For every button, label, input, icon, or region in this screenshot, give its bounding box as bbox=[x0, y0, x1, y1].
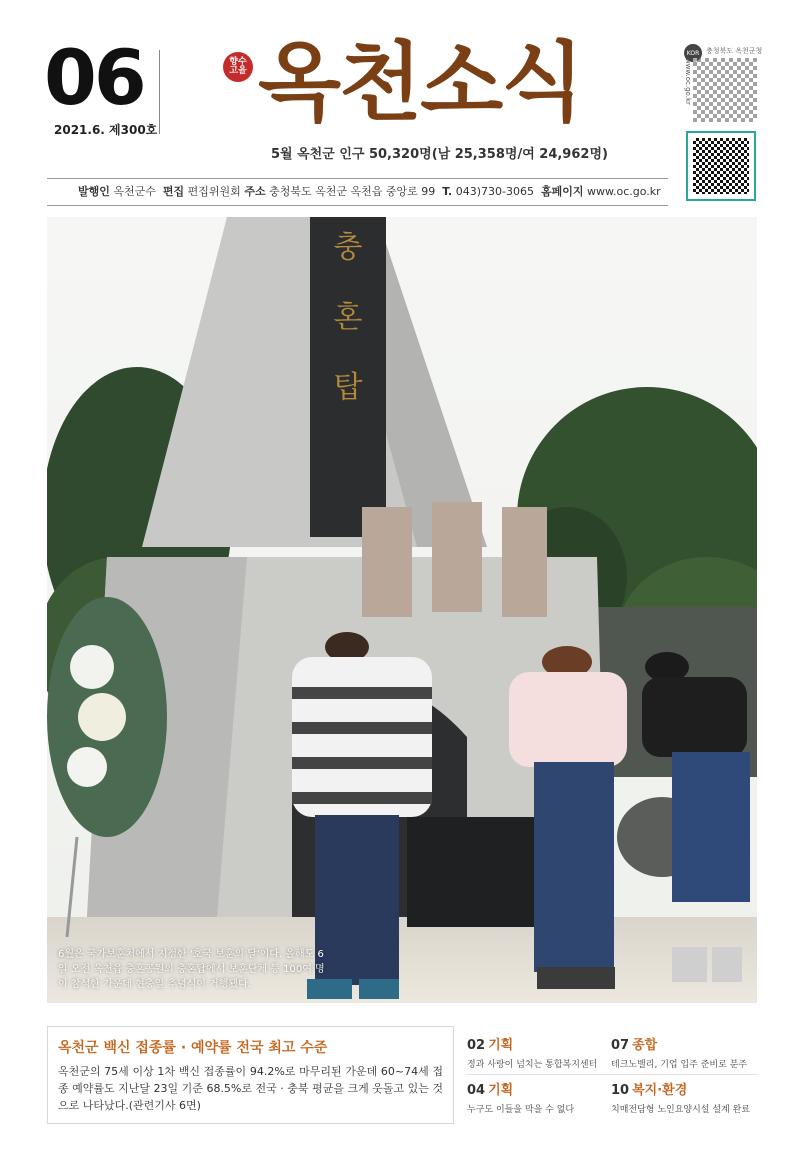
issue-date: 2021.6. 제300호 bbox=[54, 123, 158, 137]
badge-text: 향수 고을 bbox=[229, 57, 247, 76]
qr-url-vertical: www.oc.go.kr bbox=[684, 58, 692, 105]
label-homepage: 홈페이지 bbox=[540, 185, 584, 198]
monument-char-2: 혼 bbox=[333, 300, 363, 335]
toc-page: 04 bbox=[467, 1083, 486, 1098]
toc-page: 10 bbox=[611, 1083, 630, 1098]
population-info: 5월 옥천군 인구 50,320명(남 25,358명/여 24,962명) bbox=[271, 147, 608, 162]
toc-item[interactable] bbox=[467, 1034, 613, 1075]
header-divider bbox=[159, 50, 160, 134]
publisher-rule-top bbox=[47, 178, 668, 179]
label-publisher: 발행인 bbox=[78, 185, 110, 198]
monument-char-1: 충 bbox=[333, 230, 363, 265]
cover-photo bbox=[47, 217, 757, 1003]
lead-title: 옥천군 백신 접종률 · 예약률 전국 최고 수준 bbox=[58, 1040, 328, 1056]
label-address: 주소 bbox=[244, 185, 266, 198]
photo-caption: 6월은 국가보훈처에서 지정한 '호국 보훈의 달'이다. 올해도 6일 오전 옥천읍 충혼공원의 충혼탑에서 보훈단체 등 100여 명이 참석한 가운데 현충일 추념식이 거행됐다. bbox=[58, 949, 325, 990]
toc-item[interactable] bbox=[611, 1079, 757, 1119]
label-tel: T. bbox=[442, 185, 453, 198]
editor-name: 편집위원회 bbox=[187, 185, 241, 198]
toc-page: 07 bbox=[611, 1038, 630, 1053]
toc-desc: 테크노밸리, 기업 입주 준비로 분주 bbox=[611, 1060, 748, 1070]
issue-number: 06 bbox=[44, 33, 144, 122]
monument-char-3: 탑 bbox=[333, 370, 363, 405]
hyangsu-goeul-badge bbox=[223, 52, 253, 82]
lead-body: 옥천군의 75세 이상 1차 백신 접종률이 94.2%로 마무리된 가운데 60~74세 접종 예약률도 지난달 23일 기준 68.5%로 전국 · 충북 평균을 크게 웃돌고 있는 것으로 나타났다.(관련기사 6면) bbox=[58, 1065, 443, 1112]
publisher-line bbox=[78, 183, 661, 199]
cover-photo-illustration bbox=[47, 217, 757, 1003]
toc-item[interactable] bbox=[611, 1034, 757, 1075]
toc-column-right bbox=[611, 1034, 757, 1123]
toc-desc: 누구도 이들을 막을 수 없다 bbox=[467, 1105, 575, 1115]
address: 충청북도 옥천군 옥천읍 중앙로 99 bbox=[269, 185, 436, 198]
qr-caption: 충청북도 옥천군청 bbox=[706, 47, 763, 55]
toc-section: 기획 bbox=[488, 1038, 514, 1053]
lead-article[interactable] bbox=[47, 1026, 454, 1124]
label-editor: 편집 bbox=[162, 185, 185, 198]
qr-code-small-icon[interactable] bbox=[693, 58, 757, 122]
kor-logo-text: KOR bbox=[686, 49, 700, 57]
toc-section: 기획 bbox=[488, 1083, 514, 1098]
toc-desc: 정과 사랑이 넘치는 통합복지센터 bbox=[467, 1060, 598, 1070]
toc-section: 복지·환경 bbox=[632, 1083, 688, 1098]
toc-section: 종합 bbox=[632, 1038, 658, 1053]
toc-desc: 치매전담형 노인요양시설 설계 완료 bbox=[611, 1105, 750, 1115]
homepage-link[interactable]: www.oc.go.kr bbox=[586, 185, 661, 198]
toc-column-left bbox=[467, 1034, 613, 1123]
toc-page: 02 bbox=[467, 1038, 486, 1053]
toc-item[interactable] bbox=[467, 1079, 613, 1119]
publisher-rule-bottom bbox=[47, 205, 668, 206]
qr-code-icon[interactable] bbox=[686, 131, 756, 201]
masthead-title: 옥천소식 bbox=[258, 33, 583, 133]
publisher-name: 옥천군수 bbox=[113, 185, 156, 198]
telephone: 043)730-3065 bbox=[455, 185, 534, 198]
